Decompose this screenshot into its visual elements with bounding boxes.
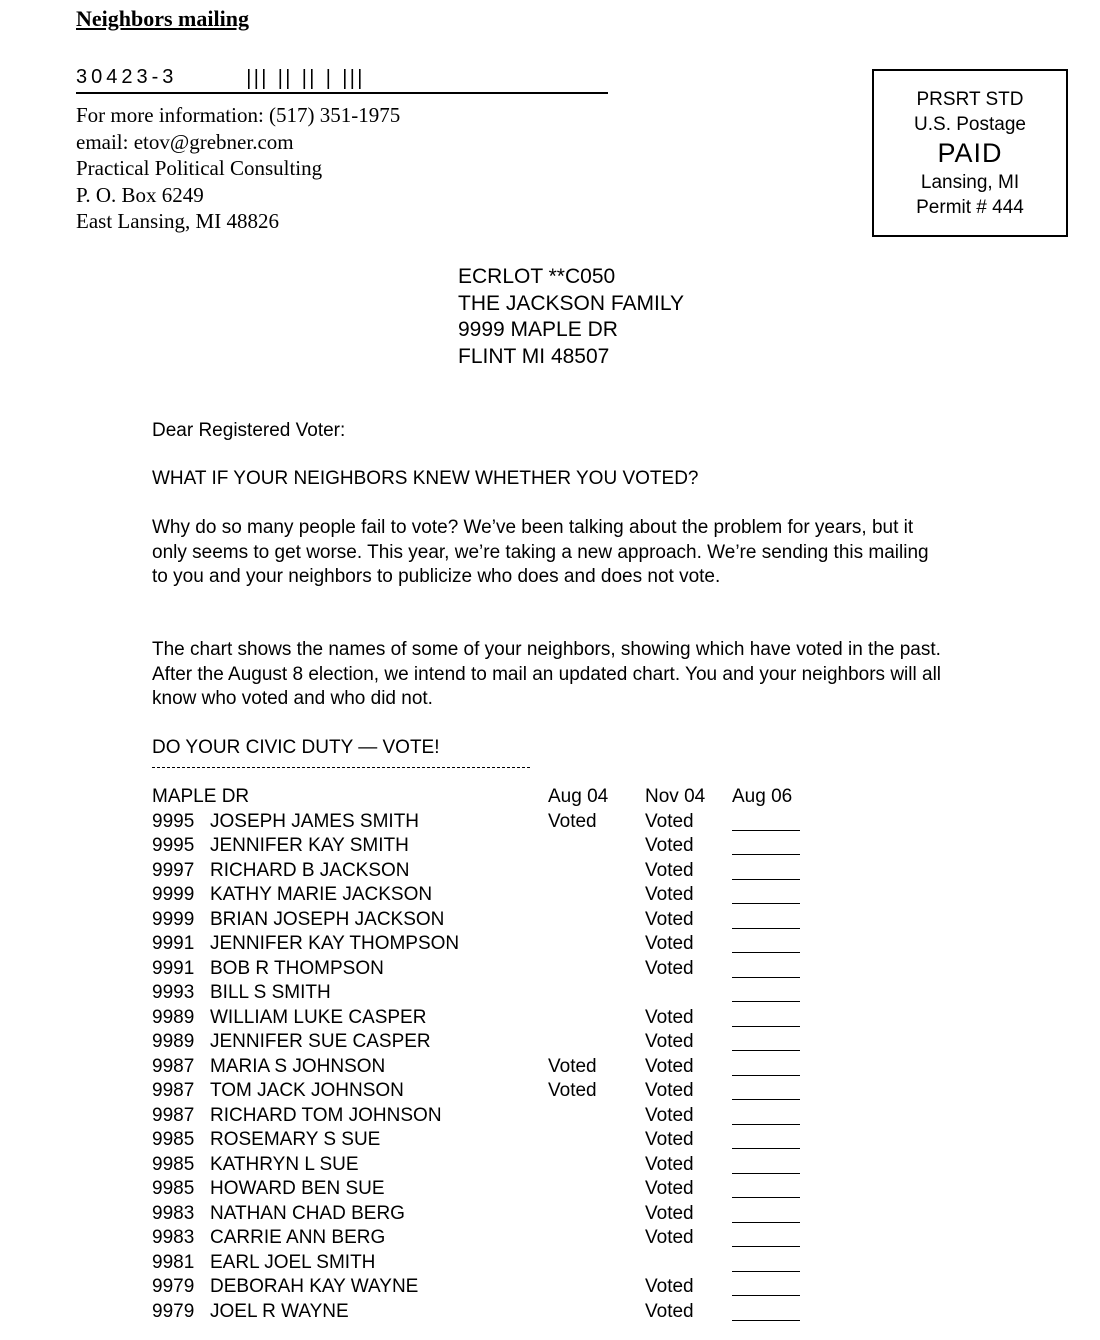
voter-name: JOSEPH JAMES SMITH [210,810,420,832]
voter-address: 9985 [152,1178,195,1199]
voter-name: HOWARD BEN SUE [210,1178,385,1199]
voted-nov-04: Voted [645,1031,694,1052]
voted-aug-04: Voted [548,1080,597,1101]
voter-address: 9979 [152,1300,195,1322]
address-line-3: 9999 MAPLE DR [458,318,618,341]
sender-phone: For more information: (517) 351-1975 [76,103,401,127]
voter-address: 9989 [152,1031,195,1052]
column-nov-04: Nov 04 [645,786,706,807]
voted-nov-04: Voted [645,957,694,979]
voter-name: BOB R THOMPSON [210,957,384,979]
aug-06-blank [732,1295,800,1296]
sender-city: East Lansing, MI 48826 [76,209,279,233]
voter-name: RICHARD TOM JOHNSON [210,1104,442,1126]
sender-pobox: P. O. Box 6249 [76,182,204,207]
postage-label: U.S. Postage [914,114,1026,135]
voter-address: 9993 [152,982,195,1003]
aug-06-blank [732,1271,800,1272]
paragraph-2: The chart shows the names of some of your neighbors, showing which have voted in the past. After the August 8 election, we intend to mail an updated chart. You and your neighbors will all know who voted and who did not. [152,639,942,709]
aug-06-blank [732,879,800,880]
column-aug-04: Aug 04 [548,786,609,807]
voter-name: JENNIFER KAY SMITH [210,835,409,856]
voted-nov-04: Voted [645,859,694,881]
aug-06-blank [732,1075,800,1076]
voted-nov-04: Voted [645,884,694,905]
barcode-bar [263,69,265,89]
voter-address: 9989 [152,1006,195,1028]
barcode-bars [246,69,486,89]
voter-address: 9999 [152,884,195,905]
voter-name: BRIAN JOSEPH JACKSON [210,908,445,930]
voted-nov-04: Voted [645,1300,694,1322]
voter-name: ROSEMARY S SUE [210,1129,381,1150]
barcode-bar [304,69,306,89]
barcode-bar [311,69,313,89]
address-line-2: THE JACKSON FAMILY [458,291,684,315]
barcode-id: 30423-3 [76,66,178,88]
sender-block [76,102,400,235]
voter-address: 9991 [152,957,195,979]
aug-06-blank [732,830,800,831]
voter-address: 9985 [152,1153,195,1175]
voted-nov-04: Voted [645,1129,694,1150]
aug-06-blank [732,1320,800,1321]
aug-06-blank [732,1246,800,1247]
aug-06-blank [732,1001,800,1002]
voted-nov-04: Voted [645,908,694,930]
voted-nov-04: Voted [645,810,694,832]
letter-headline: WHAT IF YOUR NEIGHBORS KNEW WHETHER YOU VOTED? [152,468,699,489]
barcode-bar [359,69,361,89]
postage-permit: Permit # 444 [916,197,1024,218]
aug-06-blank [732,928,800,929]
voted-nov-04: Voted [645,1104,694,1126]
voter-address: 9987 [152,1080,195,1101]
voter-name: KATHY MARIE JACKSON [210,884,433,905]
voter-address: 9999 [152,908,195,930]
voted-nov-04: Voted [645,1227,694,1248]
barcode-bar [344,69,346,89]
voter-name: MARIA S JOHNSON [210,1055,386,1077]
barcode-bar [280,69,282,89]
voter-address: 9985 [152,1129,195,1150]
voter-name: EARL JOEL SMITH [210,1251,376,1273]
voter-name: JOEL R WAYNE [210,1300,349,1322]
voter-address: 9983 [152,1202,195,1224]
voter-name: TOM JACK JOHNSON [210,1080,404,1101]
voted-nov-04: Voted [645,1202,694,1224]
address-line-1: ECRLOT **C050 [458,265,616,288]
voter-address: 9987 [152,1055,195,1077]
aug-06-blank [732,903,800,904]
salutation: Dear Registered Voter: [152,420,346,441]
voter-address: 9979 [152,1276,195,1297]
voter-address: 9995 [152,835,195,856]
voter-name: CARRIE ANN BERG [210,1227,386,1248]
voter-address: 9995 [152,810,195,832]
postage-city: Lansing, MI [920,172,1020,193]
aug-06-blank [732,977,800,978]
paragraph-1: Why do so many people fail to vote? We’ve been talking about the problem for years, but it only seems to get worse. This year, we’re taking a new approach. We’re sending this mailing to you and your neighbors to publicize who does and does not vote. [152,517,929,587]
sender-email: email: etov@grebner.com [76,129,294,154]
aug-06-blank [732,1050,800,1051]
aug-06-blank [732,1026,800,1027]
voter-name: JENNIFER KAY THOMPSON [210,933,460,954]
barcode-bar [287,69,289,89]
chart-street: MAPLE DR [152,786,250,807]
aug-06-blank [732,1099,800,1100]
aug-06-blank [732,1222,800,1223]
voted-nov-04: Voted [645,835,694,856]
aug-06-blank [732,952,800,953]
voter-address: 9987 [152,1104,195,1126]
barcode-bar [352,69,354,89]
voted-nov-04: Voted [645,1055,694,1077]
voted-aug-04: Voted [548,1055,597,1077]
barcode-bar [248,69,250,89]
barcode-bar [328,69,330,89]
aug-06-blank [732,1124,800,1125]
aug-06-blank [732,1173,800,1174]
voter-name: JENNIFER SUE CASPER [210,1031,431,1052]
voted-nov-04: Voted [645,1178,694,1199]
mailing-title: Neighbors mailing [76,6,249,31]
voter-name: WILLIAM LUKE CASPER [210,1006,427,1028]
recipient-address [458,264,684,370]
aug-06-blank [732,1148,800,1149]
voter-address: 9991 [152,933,195,954]
voter-name: NATHAN CHAD BERG [210,1202,405,1224]
voter-address: 9997 [152,859,195,881]
call-to-action: DO YOUR CIVIC DUTY — VOTE! [152,737,440,758]
voter-name: RICHARD B JACKSON [210,859,410,881]
address-line-4: FLINT MI 48507 [458,344,610,368]
postage-class: PRSRT STD [916,89,1024,110]
barcode-line [76,66,608,94]
divider [152,767,530,768]
postage-indicia [872,69,1068,237]
voter-address: 9981 [152,1251,195,1273]
voted-nov-04: Voted [645,1153,694,1175]
barcode-bar [256,69,258,89]
voter-address: 9983 [152,1227,195,1248]
voted-aug-04: Voted [548,810,597,832]
voter-name: KATHRYN L SUE [210,1153,359,1175]
aug-06-blank [732,1197,800,1198]
column-aug-06: Aug 06 [732,786,793,807]
voted-nov-04: Voted [645,1276,694,1297]
voted-nov-04: Voted [645,933,694,954]
voter-name: BILL S SMITH [210,982,331,1003]
postage-paid: PAID [937,138,1003,168]
voted-nov-04: Voted [645,1080,694,1101]
voted-nov-04: Voted [645,1006,694,1028]
voter-name: DEBORAH KAY WAYNE [210,1276,419,1297]
sender-org: Practical Political Consulting [76,156,323,180]
aug-06-blank [732,854,800,855]
